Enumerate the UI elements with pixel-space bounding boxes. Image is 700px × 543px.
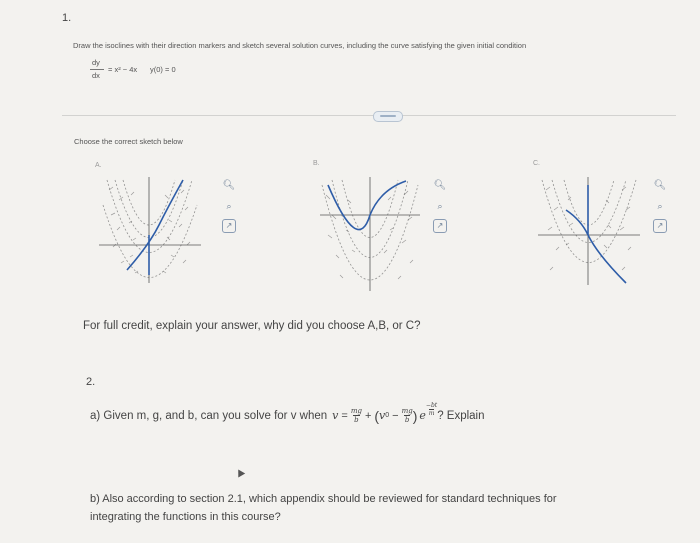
velocity-formula: v = $\frac{mg}{b}$ + ( v 0 − $\frac{mg}{b}$ ) e −bt m [332, 402, 438, 424]
zoom-in-icon[interactable]: 🔍︎ [653, 180, 667, 191]
option-c-tools [653, 179, 669, 239]
option-a-tools [222, 179, 238, 239]
q2-part-b-line1: b) Also according to section 2.1, which appendix should be reviewed for standard techniques for [90, 493, 557, 505]
zoom-in-icon[interactable]: 🔍︎ [222, 180, 236, 191]
fraction-bar [90, 69, 104, 70]
mg-over-b: $\frac{mg}{b}$ [350, 407, 362, 424]
q1-instruction: Draw the isoclines with their direction markers and sketch several solution curves, including the curve satisfying the given initial condition [73, 41, 527, 50]
option-b-plot[interactable] [318, 175, 422, 293]
dx-text: dx [92, 71, 100, 80]
mg-over-b-2: $\frac{mg}{b}$ [401, 407, 413, 424]
rhs-text: = x² − 4x [108, 65, 138, 74]
zoom-out-icon[interactable]: ⌕ [437, 201, 443, 211]
option-b-letter: B. [313, 160, 320, 167]
exponent: −bt m [425, 402, 438, 417]
q1-explain-text: For full credit, explain your answer, why did you choose A,B, or C? [83, 320, 421, 332]
option-a-plot[interactable] [97, 175, 203, 285]
q2-part-a [90, 402, 485, 424]
initial-condition: y(0) = 0 [150, 65, 176, 74]
zoom-in-icon[interactable]: 🔍︎ [433, 180, 447, 191]
q2-part-a-prefix: a) Given m, g, and b, can you solve for v when [90, 409, 328, 422]
external-link-icon[interactable]: ↗ [433, 219, 447, 233]
zoom-out-icon[interactable]: ⌕ [657, 201, 663, 211]
external-link-icon[interactable]: ↗ [653, 219, 667, 233]
question-1-number: 1. [62, 12, 72, 24]
mouse-cursor [235, 467, 245, 477]
section-divider [62, 115, 676, 116]
question-2-number: 2. [86, 376, 96, 388]
more-icon [380, 115, 396, 117]
option-c-plot[interactable] [536, 175, 642, 287]
q2-part-b-line2: integrating the functions in this course? [90, 511, 281, 523]
zoom-out-icon[interactable]: ⌕ [226, 201, 232, 211]
dy-text: dy [92, 58, 100, 67]
option-c-letter: C. [533, 160, 540, 167]
choose-prompt: Choose the correct sketch below [74, 137, 183, 146]
q1-equation [88, 58, 218, 88]
external-link-icon[interactable]: ↗ [222, 219, 236, 233]
option-b-tools [433, 179, 449, 239]
more-button[interactable] [373, 111, 403, 122]
q2-part-a-suffix: ? Explain [437, 409, 485, 422]
option-a-letter: A. [95, 162, 102, 169]
